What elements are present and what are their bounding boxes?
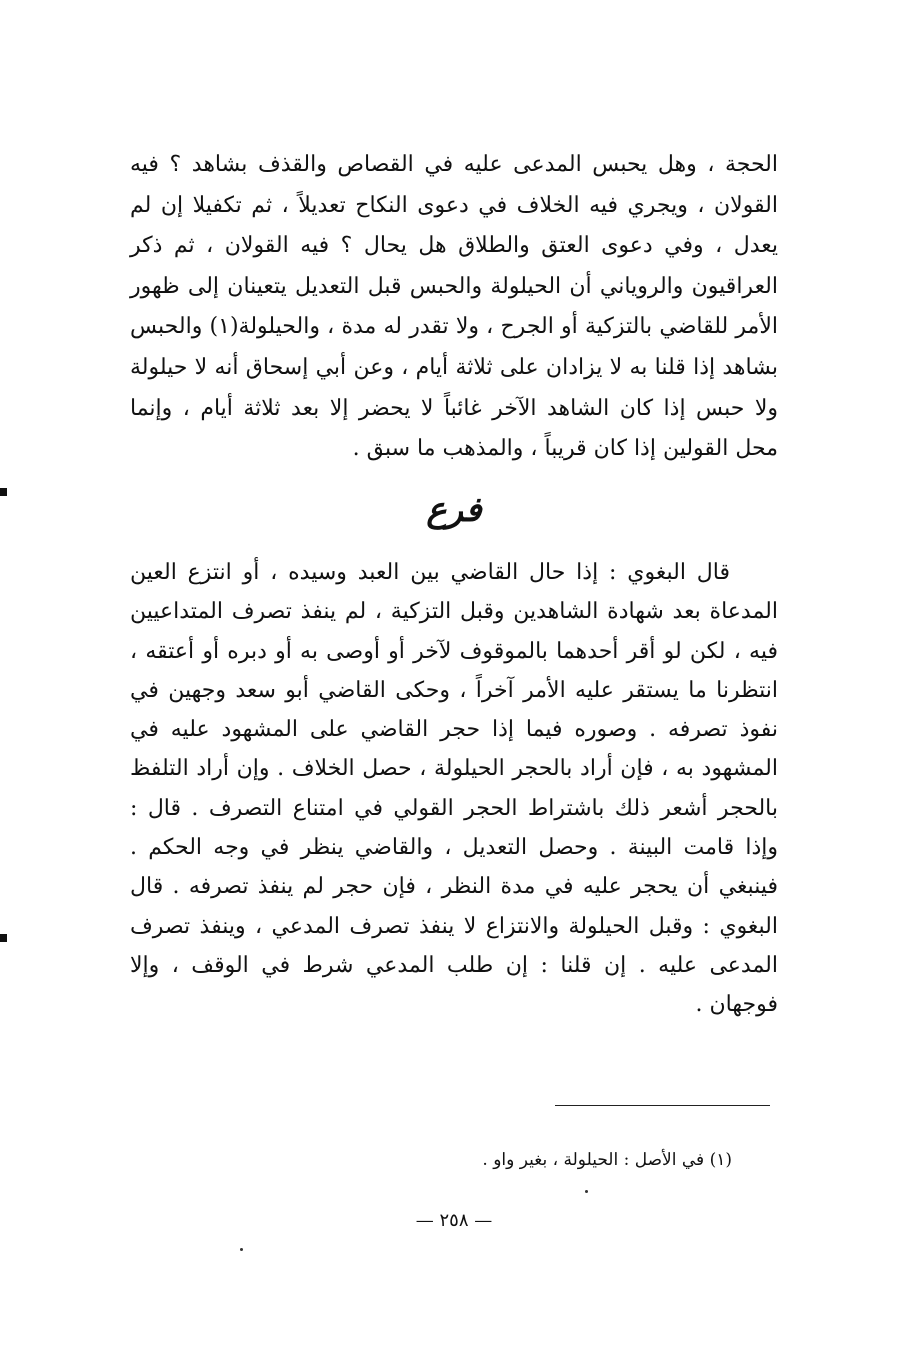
body-paragraph-2-text: قال البغوي : إذا حال القاضي بين العبد وسيده ، أو انتزع العين المدعاة بعد شهادة الشاهدين وقبل التزكية ، لم ينفذ تصرف المتداعيين فيه ، لكن لو أقر أحدهما بالموقوف لآخر أو أوصى به أو دبره أو أعتقه ، انتظرنا ما يستقر عليه الأمر آخراً ، وحكى القاضي أبو سعد وجهين في نفوذ تصرفه . وصوره فيما إذا حجر القاضي على المشهود عليه في المشهود به ، فإن أراد بالحجر الحيلولة ، حصل الخلاف . وإن أراد التلفظ بالحجر أشعر ذلك باشتراط الحجر القولي في امتناع التصرف . قال : وإذا قامت البينة . وحصل التعديل ، والقاضي ينظر في وجه الحكم . فينبغي أن يحجر عليه في مدة النظر ، فإن حجر لم ينفذ تصرفه . قال البغوي : وقبل الحيلولة والانتزاع لا ينفذ تصرف المدعي ، وينفذ تصرف المدعى عليه . إن قلنا : إن طلب المدعي شرط في الوقف ، وإلا فوجهان . bbox=[130, 560, 778, 1018]
body-paragraph-1: الحجة ، وهل يحبس المدعى عليه في القصاص والقذف بشاهد ؟ فيه القولان ، ويجري فيه الخلاف في دعوى النكاح تعديلاً ، ثم تكفيلا إن لم يعدل ، وفي دعوى العتق والطلاق هل يحال ؟ فيه القولان ، ثم ذكر العراقيون والروياني أن الحيلولة والحبس قبل التعديل يتعينان إلى ظهور الأمر للقاضي بالتزكية أو الجرح ، ولا تقدر له مدة ، والحيلولة(١) والحبس بشاهد إذا قلنا به لا يزادان على ثلاثة أيام ، وعن أبي إسحاق أنه لا حيلولة ولا حبس إذا كان الشاهد الآخر غائباً لا يحضر إلا بعد ثلاثة أيام ، وإنما محل القولين إذا كان قريباً ، والمذهب ما سبق . bbox=[130, 152, 778, 462]
section-heading: فرع bbox=[426, 490, 482, 530]
body-paragraph-2 bbox=[130, 553, 778, 1025]
footnote-divider bbox=[555, 1105, 770, 1106]
scan-speck bbox=[240, 1248, 243, 1251]
scan-edge-mark bbox=[0, 934, 7, 942]
scan-speck bbox=[585, 1190, 588, 1193]
page-number: — ٢٥٨ — bbox=[415, 1210, 493, 1231]
footnote: (١) في الأصل : الحيلولة ، بغير واو . bbox=[482, 1150, 732, 1170]
